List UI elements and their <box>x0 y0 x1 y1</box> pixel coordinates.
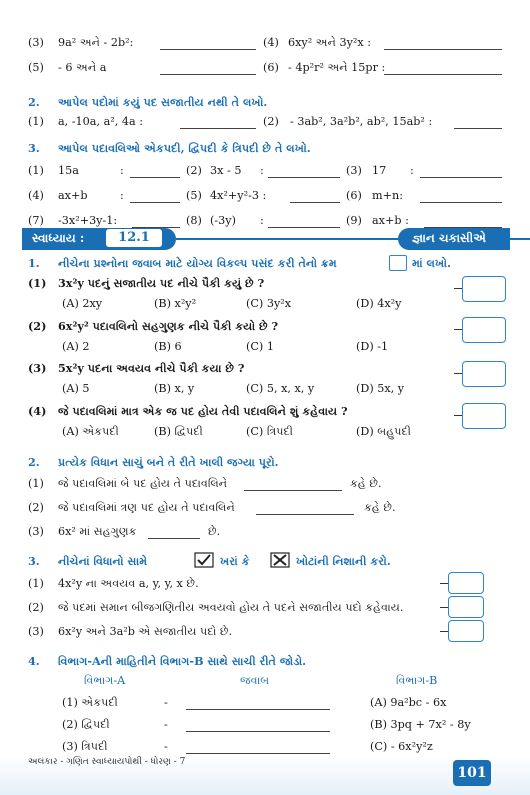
exercise-label-bg <box>22 228 176 250</box>
question-number: 3. <box>28 554 40 568</box>
colon: : <box>410 164 414 177</box>
column-b-item: (A) 9a²bc - 6x <box>370 696 447 709</box>
question-number: 1. <box>28 256 40 270</box>
answer-line[interactable] <box>384 49 502 50</box>
answer-box[interactable] <box>462 317 506 343</box>
answer-line[interactable] <box>384 74 502 75</box>
answer-column-header: જવાબ <box>240 674 270 687</box>
answer-box[interactable] <box>462 276 506 302</box>
option-d[interactable]: (D) 4x²y <box>356 297 402 310</box>
item-number: (1) <box>28 477 44 490</box>
match-answer-line[interactable] <box>186 731 330 732</box>
option-a[interactable]: (A) 2xy <box>62 297 103 310</box>
item-number: (2) <box>28 601 44 614</box>
answer-box[interactable] <box>448 620 484 642</box>
blank-line[interactable] <box>256 514 354 515</box>
blank-line[interactable] <box>244 490 342 491</box>
item-number: (2) <box>28 501 44 514</box>
column-a-header: વિભાગ-A <box>84 674 126 687</box>
item-text-end: કહે છે. <box>364 501 396 514</box>
answer-line[interactable] <box>180 128 256 129</box>
item-text: 9a² અને - 2b²: <box>58 36 134 49</box>
page-number: 101 <box>453 760 491 786</box>
column-a-item: (1) એકપદી <box>62 696 118 709</box>
item-number: (5) <box>28 61 44 74</box>
item-text: જે પદાવલિમાં બે પદ હોય તે પદાવલિને <box>58 477 228 490</box>
blank-line[interactable] <box>148 538 200 539</box>
question-title: વિભાગ-Aની માહિતીને વિભાગ-B સાથે સાચી રીતે જોડો. <box>58 654 307 668</box>
box-dash <box>440 583 448 584</box>
item-text: 6x² માં સહગુણક <box>58 525 137 538</box>
box-dash <box>454 415 462 416</box>
question-title-end: ખોટાંની નિશાની કરો. <box>296 554 391 568</box>
item-text: 4x²y ના અવયવ a, y, y, x છે. <box>58 577 199 590</box>
item-number: (7) <box>28 214 44 227</box>
box-dash <box>454 288 462 289</box>
question-title-end: માં લખો. <box>412 256 451 270</box>
item-text: 15a <box>58 164 79 177</box>
exercise-band <box>0 228 530 250</box>
item-text: ax+b <box>58 189 88 202</box>
box-dash <box>454 329 462 330</box>
option-b[interactable]: (B) x²y² <box>154 297 197 310</box>
item-text: ax+b : <box>372 214 409 227</box>
option-c[interactable]: (C) 1 <box>246 340 274 353</box>
option-c[interactable]: (C) 3y²x <box>246 297 292 310</box>
match-answer-line[interactable] <box>186 753 330 754</box>
item-number: (4) <box>28 404 47 418</box>
option-c[interactable]: (C) 5, x, x, y <box>246 382 315 395</box>
item-text: -3x²+3y-1: <box>58 214 118 227</box>
exercise-label: સ્વાધ્યાય : <box>32 231 85 245</box>
item-text: જે પદમાં સમાન બીજગણિતીય અવયવો હોય તે પદને સજાતીય પદો કહેવાય. <box>58 601 404 614</box>
item-number: (6) <box>346 189 362 202</box>
exercise-number: 12.1 <box>106 229 162 247</box>
option-b[interactable]: (B) દ્વિપદી <box>154 425 203 438</box>
answer-line[interactable] <box>130 177 180 178</box>
option-b[interactable]: (B) 6 <box>154 340 182 353</box>
column-a-item: (2) દ્વિપદી <box>62 718 110 731</box>
option-d[interactable]: (D) 5x, y <box>356 382 405 395</box>
item-number: (2) <box>28 319 47 333</box>
answer-line[interactable] <box>290 202 340 203</box>
item-text: m+n: <box>372 189 403 202</box>
item-text: - 4p²r² અને 15pr : <box>288 61 386 74</box>
answer-box[interactable] <box>448 572 484 594</box>
answer-line[interactable] <box>130 202 180 203</box>
answer-line[interactable] <box>420 202 502 203</box>
column-b-item: (C) - 6x²y²z <box>370 740 433 753</box>
option-a[interactable]: (A) એકપદી <box>62 425 119 438</box>
item-number: (1) <box>28 276 47 290</box>
match-answer-line[interactable] <box>186 709 330 710</box>
column-b-item: (B) 3pq + 7x² - 8y <box>370 718 471 731</box>
separator-dash: - <box>164 740 168 753</box>
item-text: જે પદાવલિમાં ત્રણ પદ હોય તે પદાવલિને <box>58 501 235 514</box>
item-number: (3) <box>28 361 47 375</box>
answer-box[interactable] <box>462 403 506 429</box>
question-title: આપેલ પદોમાં કયું પદ સજાતીય નથી તે લખો. <box>58 95 268 109</box>
page-footer <box>0 755 530 795</box>
question-number: 4. <box>28 654 40 668</box>
knowledge-check-label: જ્ઞાન ચકાસીએ <box>412 231 486 245</box>
answer-box-icon <box>386 255 410 271</box>
mcq-text: 5x²y પદના અવયવ નીચે પૈકી કયા છે ? <box>58 361 245 375</box>
item-text-end: છે. <box>208 525 221 538</box>
question-number: 2. <box>28 95 40 109</box>
item-number: (3) <box>346 164 362 177</box>
box-dash <box>440 607 448 608</box>
question-title: નીચેના પ્રશ્નોના જવાબ માટે યોગ્ય વિકલ્પ પસંદ કરી તેનો ક્રમ <box>58 256 337 270</box>
item-text: a, -10a, a², 4a : <box>58 115 143 128</box>
item-text: 6x²y અને 3a²b એ સજાતીય પદો છે. <box>58 625 233 638</box>
item-text: 4x²+y²-3 : <box>210 189 267 202</box>
question-number: 3. <box>28 141 40 155</box>
colon: : <box>120 164 124 177</box>
answer-line[interactable] <box>160 49 256 50</box>
option-d[interactable]: (D) -1 <box>356 340 389 353</box>
item-text: 17 <box>372 164 387 177</box>
column-a-item: (3) ત્રિપદી <box>62 740 108 753</box>
question-title: પ્રત્યેક વિધાન સાચું બને તે રીતે ખાલી જગ્યા પૂરો. <box>58 455 279 469</box>
column-b-header: વિભાગ-B <box>396 674 438 687</box>
answer-line[interactable] <box>454 128 502 129</box>
item-number: (6) <box>263 61 279 74</box>
item-number: (1) <box>28 164 44 177</box>
box-dash <box>454 373 462 374</box>
answer-line[interactable] <box>160 74 256 75</box>
item-text: (-3y) <box>210 214 236 227</box>
footer-book-title: અલંકાર - ગણિત સ્વાધ્યાયપોથી - ધોરણ - 7 <box>28 757 186 767</box>
item-text: - 3ab², 3a²b², ab², 15ab² : <box>290 115 433 128</box>
mcq-text: 3x²y પદનું સજાતીય પદ નીચે પૈકી કયું છે ? <box>58 276 265 290</box>
item-number: (3) <box>28 525 44 538</box>
knowledge-check-bg <box>398 228 510 250</box>
separator-dash: - <box>164 696 168 709</box>
answer-line[interactable] <box>268 177 340 178</box>
item-number: (2) <box>263 115 279 128</box>
cross-mark-icon <box>270 552 290 571</box>
separator-dash: - <box>164 718 168 731</box>
item-number: (1) <box>28 577 44 590</box>
item-number: (5) <box>186 189 202 202</box>
option-b[interactable]: (B) x, y <box>154 382 195 395</box>
item-text-end: કહે છે. <box>350 477 382 490</box>
item-number: (3) <box>28 36 44 49</box>
item-number: (2) <box>186 164 202 177</box>
question-title-mid: ખરાં કે <box>220 554 250 568</box>
item-number: (4) <box>28 189 44 202</box>
colon: : <box>260 164 264 177</box>
question-title: આપેલ પદાવલિઓ એકપદી, દ્વિપદી કે ત્રિપદી છે તે લખો. <box>58 141 311 155</box>
colon: : <box>120 189 124 202</box>
mcq-text: જે પદાવલિમાં માત્ર એક જ પદ હોય તેવી પદાવલિને શું કહેવાય ? <box>58 404 348 418</box>
answer-box[interactable] <box>462 361 506 387</box>
answer-line[interactable] <box>420 177 502 178</box>
answer-box[interactable] <box>448 596 484 618</box>
mcq-text: 6x²y² પદાવલિનો સહગુણક નીચે પૈકી કયો છે ? <box>58 319 279 333</box>
item-number: (1) <box>28 115 44 128</box>
item-text: 3x - 5 <box>210 164 242 177</box>
question-number: 2. <box>28 455 40 469</box>
colon: : <box>260 214 264 227</box>
item-text: 6xy² અને 3y²x : <box>288 36 372 49</box>
option-d[interactable]: (D) બહુપદી <box>356 425 411 438</box>
check-mark-icon <box>194 552 214 571</box>
question-title: નીચેનાં વિધાનો સામે <box>58 554 148 568</box>
option-a[interactable]: (A) 2 <box>62 340 90 353</box>
item-number: (3) <box>28 625 44 638</box>
item-text: - 6 અને a <box>58 61 107 74</box>
option-c[interactable]: (C) ત્રિપદી <box>246 425 293 438</box>
item-number: (9) <box>346 214 362 227</box>
item-number: (8) <box>186 214 202 227</box>
item-number: (4) <box>263 36 279 49</box>
option-a[interactable]: (A) 5 <box>62 382 90 395</box>
box-dash <box>440 631 448 632</box>
